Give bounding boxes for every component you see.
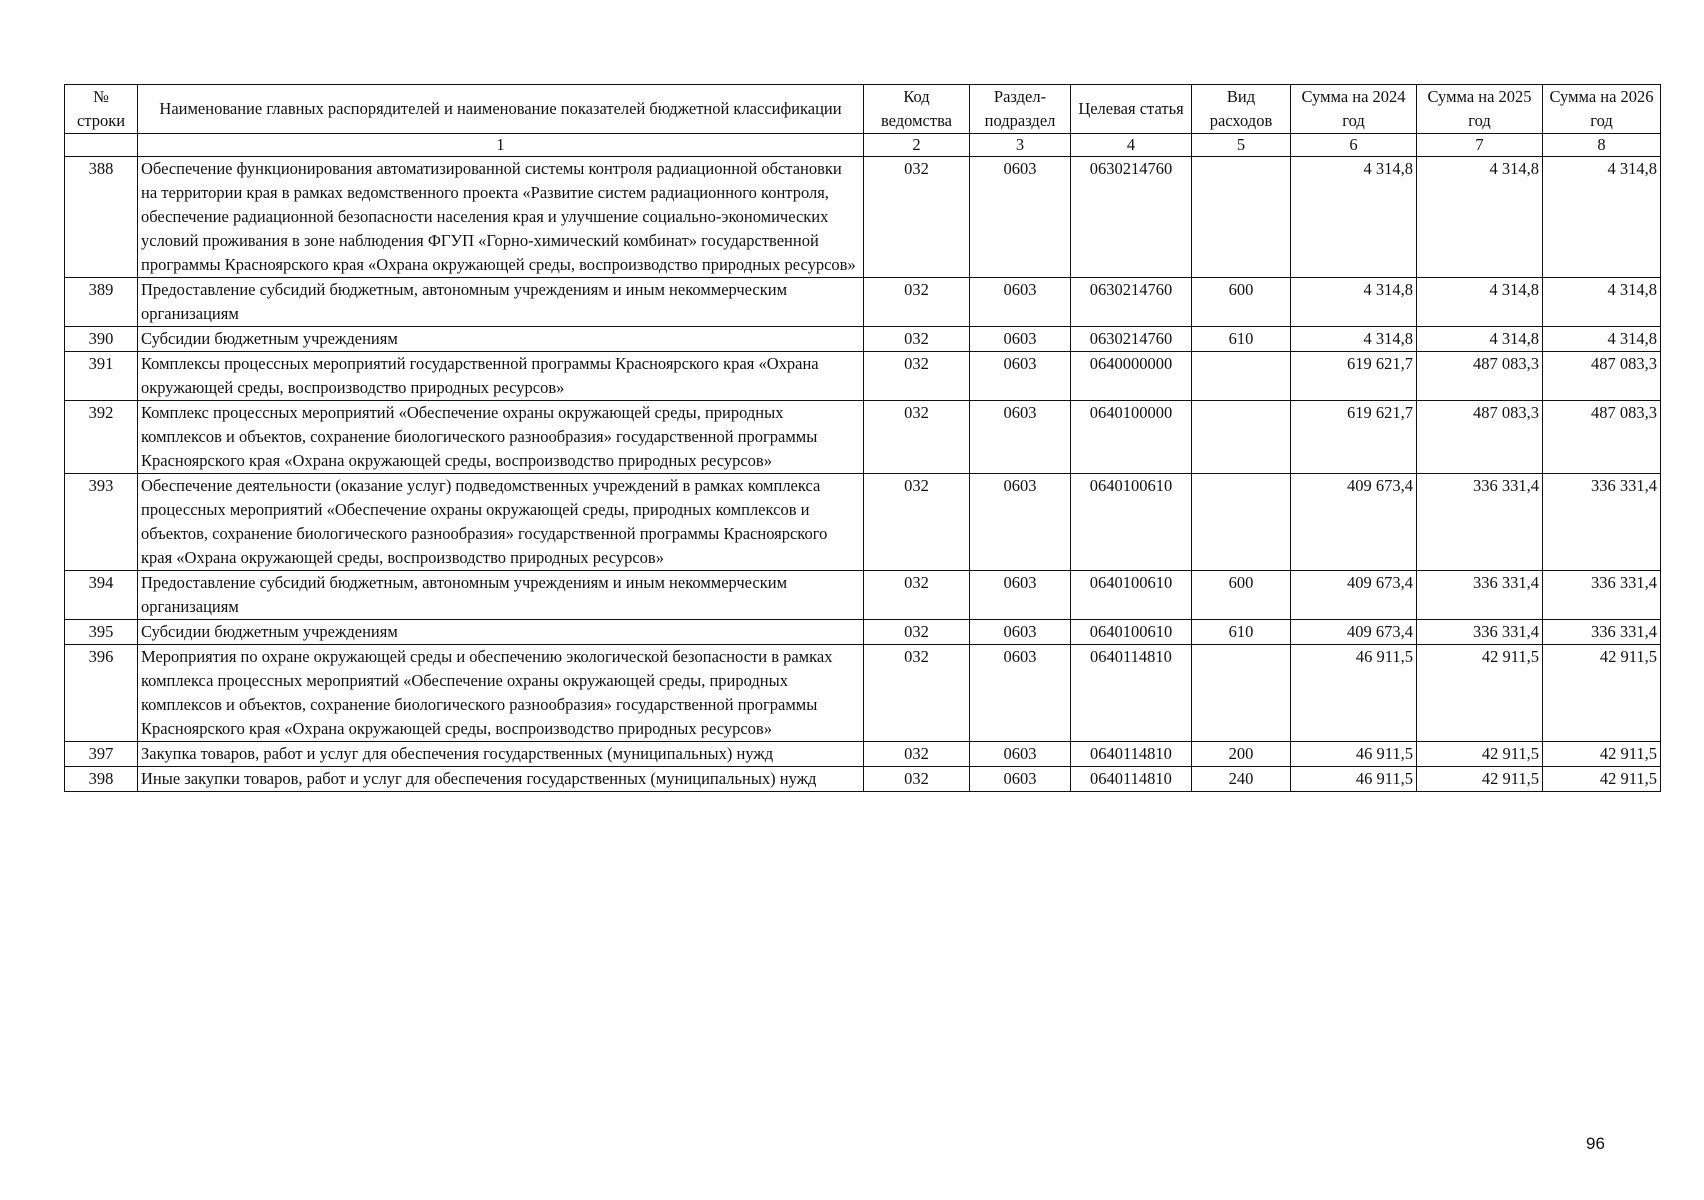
dept-code-cell: 032 bbox=[864, 352, 970, 401]
table-row bbox=[65, 352, 1661, 401]
sum-2026-cell: 4 314,8 bbox=[1543, 278, 1661, 327]
name-cell: Обеспечение деятельности (оказание услуг) подведомственных учреждений в рамках комплекса процессных мероприятий «Обеспечение охраны окружающей среды, природных комплексов и объектов, сохранение биологического разнообразия» государственной программы Красноярского края «Охрана окружающей среды, воспроизводство природных ресурсов» bbox=[138, 474, 864, 571]
section-cell: 0603 bbox=[970, 327, 1071, 352]
table-row bbox=[65, 620, 1661, 645]
column-number: 1 bbox=[138, 134, 864, 157]
sum-2025-cell: 336 331,4 bbox=[1417, 620, 1543, 645]
section-cell: 0603 bbox=[970, 474, 1071, 571]
row-number-cell: 394 bbox=[65, 571, 138, 620]
header-sum-2024: Сумма на 2024 год bbox=[1291, 85, 1417, 134]
sum-2026-cell: 42 911,5 bbox=[1543, 742, 1661, 767]
header-sum-2026: Сумма на 2026 год bbox=[1543, 85, 1661, 134]
exp-type-cell bbox=[1192, 352, 1291, 401]
exp-type-cell bbox=[1192, 474, 1291, 571]
sum-2026-cell: 487 083,3 bbox=[1543, 352, 1661, 401]
dept-code-cell: 032 bbox=[864, 742, 970, 767]
sum-2024-cell: 4 314,8 bbox=[1291, 157, 1417, 278]
header-sum-2025: Сумма на 2025 год bbox=[1417, 85, 1543, 134]
section-cell: 0603 bbox=[970, 157, 1071, 278]
section-cell: 0603 bbox=[970, 767, 1071, 792]
name-cell: Закупка товаров, работ и услуг для обеспечения государственных (муниципальных) нужд bbox=[138, 742, 864, 767]
exp-type-cell: 610 bbox=[1192, 620, 1291, 645]
sum-2024-cell: 46 911,5 bbox=[1291, 645, 1417, 742]
target-cell: 0640114810 bbox=[1071, 645, 1192, 742]
header-row-no: № строки bbox=[65, 85, 138, 134]
exp-type-cell: 610 bbox=[1192, 327, 1291, 352]
header-name: Наименование главных распорядителей и наименование показателей бюджетной классификации bbox=[138, 85, 864, 134]
row-number-cell: 390 bbox=[65, 327, 138, 352]
sum-2026-cell: 336 331,4 bbox=[1543, 571, 1661, 620]
table-row bbox=[65, 278, 1661, 327]
target-cell: 0640100610 bbox=[1071, 571, 1192, 620]
sum-2024-cell: 4 314,8 bbox=[1291, 278, 1417, 327]
row-number-cell: 391 bbox=[65, 352, 138, 401]
table-row bbox=[65, 767, 1661, 792]
table-row bbox=[65, 474, 1661, 571]
target-cell: 0640114810 bbox=[1071, 767, 1192, 792]
column-number: 8 bbox=[1543, 134, 1661, 157]
section-cell: 0603 bbox=[970, 352, 1071, 401]
name-cell: Мероприятия по охране окружающей среды и обеспечению экологической безопасности в рамках комплекса процессных мероприятий «Обеспечение охраны окружающей среды, природных комплексов и объектов, сохранение биологического разнообразия» государственной программы Красноярского края «Охрана окружающей среды, воспроизводство природных ресурсов» bbox=[138, 645, 864, 742]
row-number-cell: 396 bbox=[65, 645, 138, 742]
table-row bbox=[65, 645, 1661, 742]
header-section: Раздел-подраздел bbox=[970, 85, 1071, 134]
sum-2026-cell: 42 911,5 bbox=[1543, 645, 1661, 742]
sum-2025-cell: 4 314,8 bbox=[1417, 278, 1543, 327]
target-cell: 0640100610 bbox=[1071, 620, 1192, 645]
section-cell: 0603 bbox=[970, 278, 1071, 327]
dept-code-cell: 032 bbox=[864, 327, 970, 352]
sum-2025-cell: 336 331,4 bbox=[1417, 474, 1543, 571]
name-cell: Предоставление субсидий бюджетным, автономным учреждениям и иным некоммерческим организациям bbox=[138, 278, 864, 327]
row-number-cell: 395 bbox=[65, 620, 138, 645]
exp-type-cell: 600 bbox=[1192, 278, 1291, 327]
sum-2024-cell: 409 673,4 bbox=[1291, 620, 1417, 645]
name-cell: Иные закупки товаров, работ и услуг для обеспечения государственных (муниципальных) нужд bbox=[138, 767, 864, 792]
row-number-cell: 393 bbox=[65, 474, 138, 571]
dept-code-cell: 032 bbox=[864, 278, 970, 327]
table-row bbox=[65, 327, 1661, 352]
row-number-cell: 392 bbox=[65, 401, 138, 474]
exp-type-cell bbox=[1192, 157, 1291, 278]
sum-2024-cell: 619 621,7 bbox=[1291, 352, 1417, 401]
sum-2025-cell: 4 314,8 bbox=[1417, 157, 1543, 278]
sum-2026-cell: 336 331,4 bbox=[1543, 474, 1661, 571]
name-cell: Субсидии бюджетным учреждениям bbox=[138, 620, 864, 645]
dept-code-cell: 032 bbox=[864, 620, 970, 645]
sum-2025-cell: 487 083,3 bbox=[1417, 352, 1543, 401]
table-row bbox=[65, 571, 1661, 620]
column-number: 7 bbox=[1417, 134, 1543, 157]
section-cell: 0603 bbox=[970, 401, 1071, 474]
column-number: 5 bbox=[1192, 134, 1291, 157]
dept-code-cell: 032 bbox=[864, 767, 970, 792]
target-cell: 0640000000 bbox=[1071, 352, 1192, 401]
exp-type-cell: 600 bbox=[1192, 571, 1291, 620]
dept-code-cell: 032 bbox=[864, 157, 970, 278]
dept-code-cell: 032 bbox=[864, 645, 970, 742]
target-cell: 0630214760 bbox=[1071, 327, 1192, 352]
table-body bbox=[65, 157, 1661, 792]
sum-2026-cell: 4 314,8 bbox=[1543, 327, 1661, 352]
column-number: 6 bbox=[1291, 134, 1417, 157]
dept-code-cell: 032 bbox=[864, 401, 970, 474]
page-number: 96 bbox=[1586, 1134, 1605, 1153]
column-number bbox=[65, 134, 138, 157]
sum-2024-cell: 46 911,5 bbox=[1291, 742, 1417, 767]
exp-type-cell: 200 bbox=[1192, 742, 1291, 767]
header-exp-type: Вид расходов bbox=[1192, 85, 1291, 134]
row-number-cell: 397 bbox=[65, 742, 138, 767]
name-cell: Комплексы процессных мероприятий государственной программы Красноярского края «Охрана окружающей среды, воспроизводство природных ресурсов» bbox=[138, 352, 864, 401]
sum-2026-cell: 42 911,5 bbox=[1543, 767, 1661, 792]
sum-2024-cell: 409 673,4 bbox=[1291, 474, 1417, 571]
sum-2025-cell: 42 911,5 bbox=[1417, 742, 1543, 767]
target-cell: 0630214760 bbox=[1071, 278, 1192, 327]
sum-2026-cell: 4 314,8 bbox=[1543, 157, 1661, 278]
row-number-cell: 388 bbox=[65, 157, 138, 278]
column-number: 3 bbox=[970, 134, 1071, 157]
exp-type-cell bbox=[1192, 645, 1291, 742]
budget-table bbox=[64, 84, 1661, 792]
sum-2025-cell: 487 083,3 bbox=[1417, 401, 1543, 474]
header-row bbox=[65, 85, 1661, 134]
dept-code-cell: 032 bbox=[864, 571, 970, 620]
section-cell: 0603 bbox=[970, 620, 1071, 645]
table-row bbox=[65, 157, 1661, 278]
section-cell: 0603 bbox=[970, 571, 1071, 620]
target-cell: 0640100610 bbox=[1071, 474, 1192, 571]
sum-2025-cell: 42 911,5 bbox=[1417, 767, 1543, 792]
row-number-cell: 389 bbox=[65, 278, 138, 327]
sum-2024-cell: 409 673,4 bbox=[1291, 571, 1417, 620]
sum-2025-cell: 4 314,8 bbox=[1417, 327, 1543, 352]
column-number-row bbox=[65, 134, 1661, 157]
exp-type-cell bbox=[1192, 401, 1291, 474]
section-cell: 0603 bbox=[970, 742, 1071, 767]
name-cell: Предоставление субсидий бюджетным, автономным учреждениям и иным некоммерческим организациям bbox=[138, 571, 864, 620]
sum-2024-cell: 4 314,8 bbox=[1291, 327, 1417, 352]
row-number-cell: 398 bbox=[65, 767, 138, 792]
table-row bbox=[65, 401, 1661, 474]
sum-2024-cell: 46 911,5 bbox=[1291, 767, 1417, 792]
target-cell: 0630214760 bbox=[1071, 157, 1192, 278]
header-target: Целевая статья bbox=[1071, 85, 1192, 134]
column-number: 2 bbox=[864, 134, 970, 157]
sum-2025-cell: 336 331,4 bbox=[1417, 571, 1543, 620]
name-cell: Обеспечение функционирования автоматизированной системы контроля радиационной обстановки на территории края в рамках ведомственного проекта «Развитие систем радиационного контроля, обеспечение радиационной безопасности населения края и улучшение социально-экономических условий проживания в зоне наблюдения ФГУП «Горно-химический комбинат» государственной программы Красноярского края «Охрана окружающей среды, воспроизводство природных ресурсов» bbox=[138, 157, 864, 278]
section-cell: 0603 bbox=[970, 645, 1071, 742]
name-cell: Комплекс процессных мероприятий «Обеспечение охраны окружающей среды, природных комплексов и объектов, сохранение биологического разнообразия» государственной программы Красноярского края «Охрана окружающей среды, воспроизводство природных ресурсов» bbox=[138, 401, 864, 474]
sum-2026-cell: 487 083,3 bbox=[1543, 401, 1661, 474]
dept-code-cell: 032 bbox=[864, 474, 970, 571]
target-cell: 0640100000 bbox=[1071, 401, 1192, 474]
table-row bbox=[65, 742, 1661, 767]
column-number: 4 bbox=[1071, 134, 1192, 157]
exp-type-cell: 240 bbox=[1192, 767, 1291, 792]
sum-2025-cell: 42 911,5 bbox=[1417, 645, 1543, 742]
sum-2024-cell: 619 621,7 bbox=[1291, 401, 1417, 474]
name-cell: Субсидии бюджетным учреждениям bbox=[138, 327, 864, 352]
target-cell: 0640114810 bbox=[1071, 742, 1192, 767]
sum-2026-cell: 336 331,4 bbox=[1543, 620, 1661, 645]
header-dept-code: Код ведомства bbox=[864, 85, 970, 134]
